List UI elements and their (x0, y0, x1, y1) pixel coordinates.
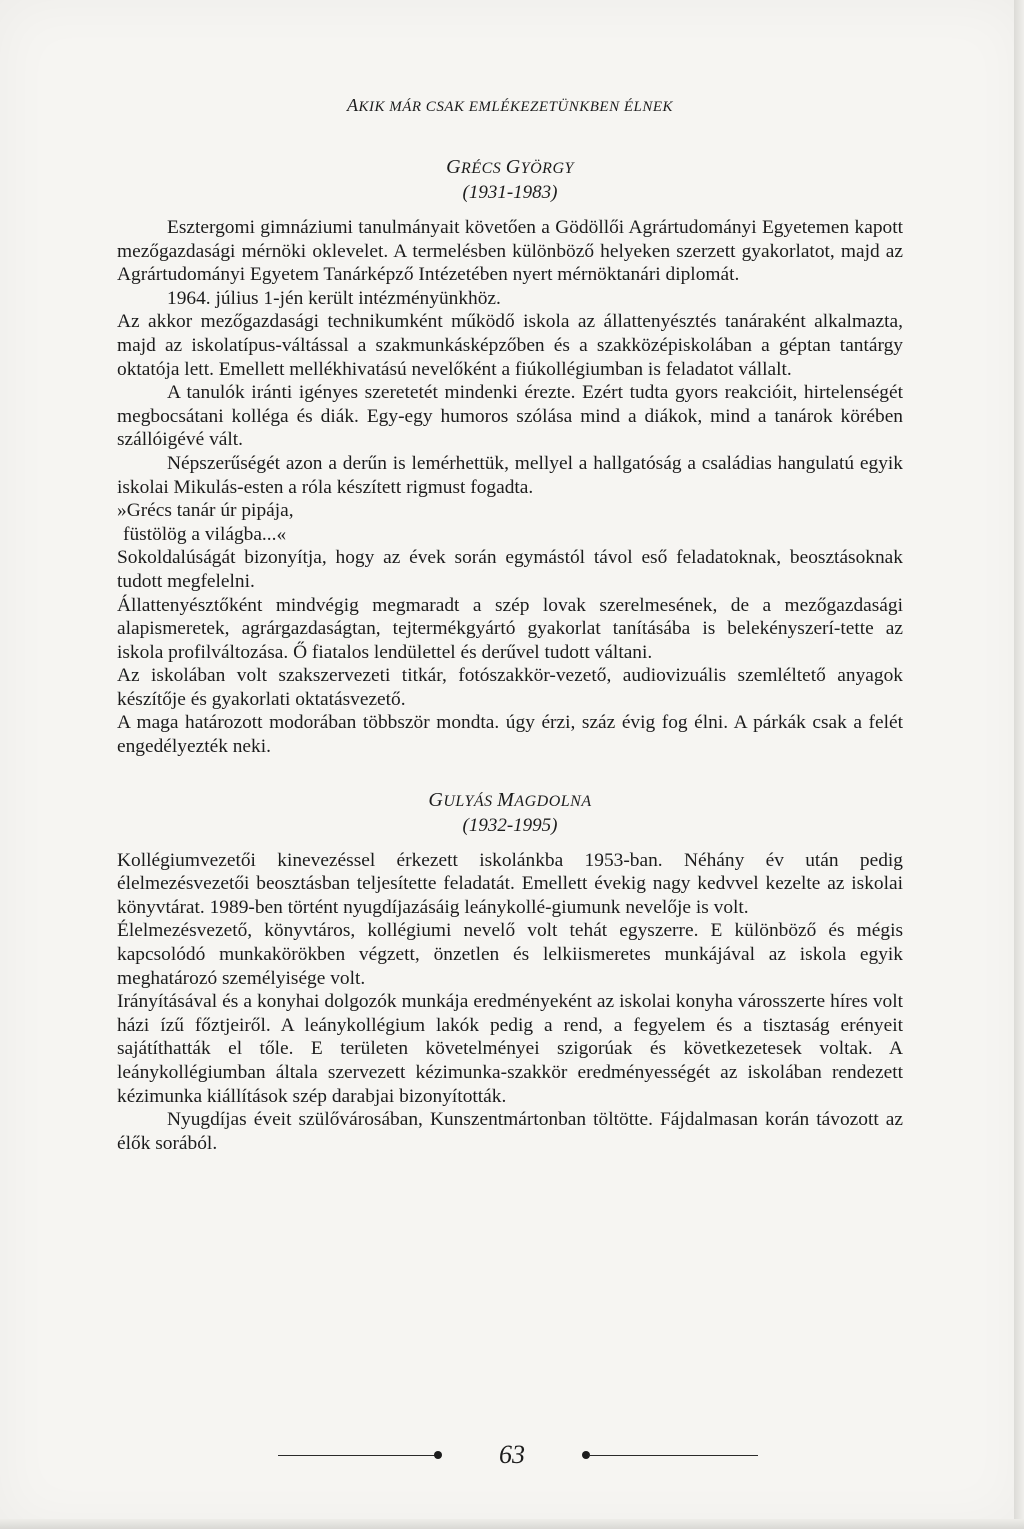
paragraph: A tanulók iránti igényes szeretetét mindenki érezte. Ezért tudta gyors reakcióit, hirtelenségét megbocsátani kolléga és diák. Egy-egy humoros szólása mind a diákok, mind a tanárok körében szállóigévé vált. (117, 382, 903, 451)
paragraph: Sokoldalúságát bizonyítja, hogy az évek során egymástól távol eső feladatoknak, beosztásoknak tudott megfelelni. (117, 547, 903, 592)
footer-rule-left (278, 1455, 438, 1456)
section2-title: GULYÁS MAGDOLNA (428, 788, 592, 811)
verse-line: füstölög a világba...« (123, 523, 287, 545)
paragraph: A maga határozott modorában többször mondta. úgy érzi, száz évig fog élni. A párkák csak a felét engedélyezték neki. (117, 712, 903, 758)
paragraph: Kollégiumvezetői kinevezéssel érkezett iskolánkba 1953-ban. Néhány év után pedig élelmezésvezetői beosztásban teljesítette feladatát. Emellett évekig nagy kedvvel kezelte az iskolai könyvtárat. 1989-ben történt nyugdíjazásáig leánykollé-giumunk nevelője is volt. (117, 849, 903, 918)
text-column (117, 96, 903, 1155)
footer-rule-right (588, 1455, 758, 1456)
page-footer (270, 1436, 754, 1476)
page-number: 63 (499, 1440, 525, 1469)
paragraph: Esztergomi gimnáziumi tanulmányait követően a Gödöllői Agrártudományi Egyetemen kapott mezőgazdasági mérnöki oklevelet. A termelésben különböző helyeken szerzett gyakorlatot, majd az Agrártudományi Egyetem Tanárképző Intézetében nyert mérnöktanári diplomát. (117, 217, 903, 286)
page-edge-bottom (0, 1519, 1024, 1529)
section2-years: (1932-1995) (462, 814, 558, 836)
verse-line: »Grécs tanár úr pipája, (117, 500, 294, 522)
paragraph: Nyugdíjas éveit szülővárosában, Kunszentmártonban töltötte. Fájdalmasan korán távozott az élők sorából. (117, 1109, 903, 1154)
paragraph: Az iskolában volt szakszervezeti titkár, fotószakkör-vezető, audiovizuális szemléltető anyagok készítője és gyakorlati oktatásvezető. (117, 665, 903, 710)
paragraph: Irányításával és a konyhai dolgozók munkája eredményeként az iskolai konyha városszerte híres volt házi ízű főztjeiről. A leánykollégium lakók pedig a rend, a fegyelem és a tisztaság erényeit sajátíthatták el tőle. E területen követelményei szigorúak és következetesek voltak. A leánykollégiumban általa szervezett kézimunka-szakkör eredményességét az iskolában rendezett kézimunka kiállítások szép darabjai bizonyították. (117, 991, 903, 1107)
paragraph: Állattenyésztőként mindvégig megmaradt a szép lovak szerelmesének, de a mezőgazdasági alapismeretek, agrárgazdaságtan, tejtermékgyártó gyakorlat tanításába is belekényszerí-tette az iskola profilváltozása. Ő fiatalos lendülettel és derűvel tudott váltani. (117, 594, 903, 663)
section1-title: GRÉCS GYÖRGY (446, 156, 574, 178)
footer-dot-left (434, 1451, 442, 1459)
paragraph: 1964. július 1-jén került intézményünkhöz. (167, 287, 501, 309)
running-head: AKIK MÁR CSAK EMLÉKEZETÜNKBEN ÉLNEK (346, 95, 674, 115)
paragraph: Népszerűségét azon a derűn is lemérhettük, mellyel a hallgatóság a családias hangulatú egyik iskolai Mikulás-esten a róla készített rigmust fogadta. (117, 452, 903, 498)
paragraph: Élelmezésvezető, könyvtáros, kollégiumi nevelő volt tehát egyszerre. E különböző és mégis kapcsolódó munkakörökben végzett, önzetlen és lelkiismeretes munkájával az iskola egyik meghatározó személyisége volt. (117, 920, 903, 989)
section1-years: (1931-1983) (462, 182, 558, 203)
paragraph: Az akkor mezőgazdasági technikumként működő iskola az állattenyésztés tanáraként alkalmazta, majd az iskolatípus-váltással a szakmunkásképzőben és a szakközépiskolában a géptan tantárgy oktatója lett. Emellett mellékhivatású nevelőként a fiúkollégiumban is feladatot vállalt. (117, 311, 903, 380)
section-gap (117, 759, 903, 789)
page-edge-right (1014, 0, 1024, 1529)
